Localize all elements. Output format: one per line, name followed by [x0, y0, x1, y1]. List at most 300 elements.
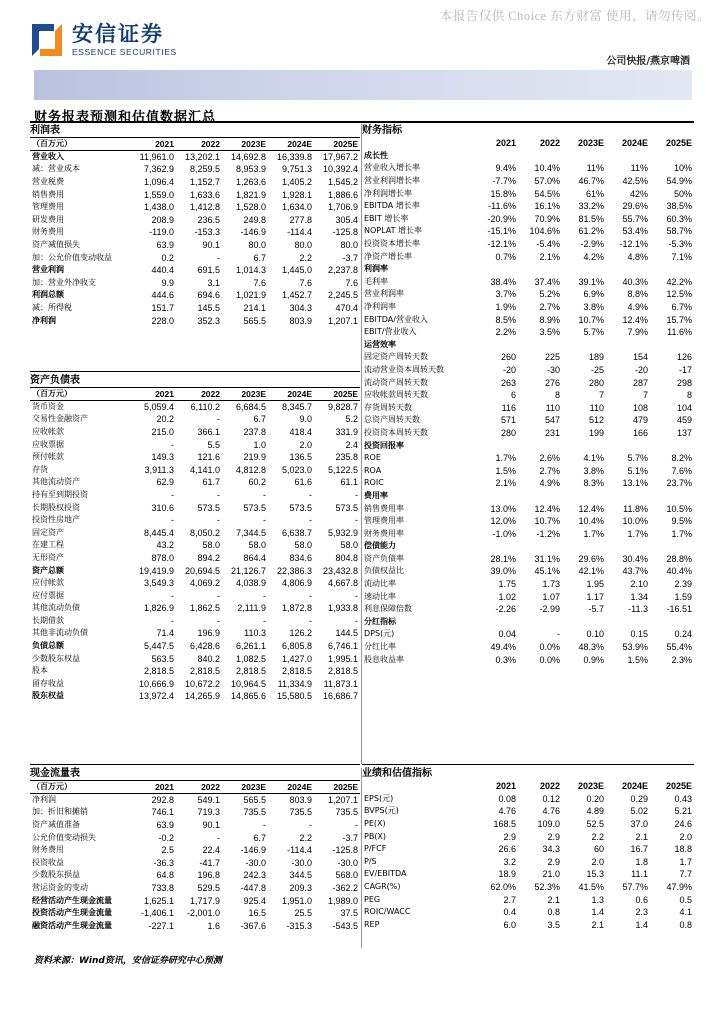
valuation-title: 业绩和估值指标: [362, 768, 432, 779]
row-label: 净利润增长率: [364, 188, 412, 198]
section-heading: 费用率: [364, 490, 388, 500]
row-label: 固定资产: [32, 527, 64, 537]
cell-value: 16.7: [630, 844, 648, 855]
cell-value: 304.3: [289, 302, 312, 313]
cell-value: 50%: [673, 188, 692, 199]
cell-value: -: [217, 252, 220, 263]
cell-value: 1.7: [679, 856, 692, 867]
cell-value: -0.2: [158, 832, 174, 843]
row-label: EBIT 增长率: [364, 213, 409, 223]
cell-value: 1,082.5: [235, 653, 266, 664]
cell-value: 33.2%: [578, 201, 604, 212]
cell-value: 60: [593, 844, 604, 855]
cell-value: 11%: [586, 163, 604, 174]
cell-value: 7.6: [345, 277, 358, 288]
cell-value: -: [217, 414, 220, 425]
cell-value: 4.8%: [627, 251, 648, 262]
row-label: 净利润率: [364, 302, 396, 312]
table-row: [30, 652, 360, 665]
cell-value: -1.2%: [536, 528, 560, 539]
cell-value: 11%: [630, 163, 648, 174]
cell-value: 45.1%: [534, 566, 560, 577]
cell-value: -125.8: [332, 227, 358, 238]
indicators-table: [362, 137, 694, 666]
cell-value: -: [171, 515, 174, 526]
cell-value: 10%: [673, 163, 692, 174]
table-row: [30, 176, 360, 189]
empty-cell: [474, 616, 518, 629]
cell-value: 1.73: [542, 579, 560, 590]
cell-value: 8.9%: [539, 314, 560, 325]
cell-value: 7.7: [679, 869, 692, 880]
table-row: [362, 225, 694, 238]
row-label: 净利润: [32, 795, 56, 805]
row-label: 投资资本增长率: [364, 239, 420, 249]
cell-value: 292.8: [151, 795, 174, 806]
year-header: 2021: [495, 138, 516, 149]
table-row: [30, 690, 360, 703]
cell-value: 104.6%: [529, 226, 560, 237]
row-label: 负债总额: [32, 641, 64, 651]
table-row: [362, 641, 694, 654]
unit-label: （百万元）: [30, 781, 130, 794]
cell-value: 5.02: [630, 806, 648, 817]
table-row: [30, 201, 360, 214]
cell-value: -: [171, 489, 174, 500]
row-label: 分红比率: [364, 642, 396, 652]
cell-value: 1.5%: [627, 654, 648, 665]
cell-value: 41.5%: [578, 882, 604, 893]
cell-value: 12.5%: [666, 289, 692, 300]
cell-value: 1.7%: [627, 528, 648, 539]
cell-value: 236.5: [197, 214, 220, 225]
cell-value: 6,638.7: [281, 527, 312, 538]
cell-value: -315.3: [286, 920, 312, 931]
cell-value: 11.8%: [623, 503, 648, 514]
table-row: [362, 238, 694, 251]
cell-value: 444.6: [151, 290, 174, 301]
cell-value: -: [309, 489, 312, 500]
empty-cell: [650, 490, 694, 503]
cell-value: 2.0: [679, 831, 692, 842]
cell-value: 61.1: [340, 477, 358, 488]
cell-value: 1,826.9: [143, 603, 174, 614]
table-row: [30, 589, 360, 602]
cell-value: 440.4: [151, 265, 174, 276]
cell-value: 11,961.0: [139, 152, 174, 163]
row-label: 加：折旧和摊销: [32, 807, 88, 817]
empty-cell: [518, 339, 562, 352]
section-heading: 投资回报率: [364, 440, 404, 450]
cell-value: 63.9: [156, 239, 174, 250]
cell-value: 9,751.3: [281, 164, 312, 175]
cell-value: -367.6: [240, 920, 266, 931]
cashflow-statement: [30, 764, 360, 932]
cell-value: 2,111.9: [237, 603, 266, 614]
table-row: [30, 476, 360, 489]
header-band: [34, 70, 692, 100]
source-note: 资料来源：Wind资讯，安信证券研究中心预测: [34, 956, 222, 966]
cell-value: 1,152.7: [189, 176, 220, 187]
cell-value: 11,334.9: [277, 678, 312, 689]
cell-value: 1.8: [635, 856, 648, 867]
cell-value: 0.08: [498, 793, 516, 804]
cell-value: 10.5%: [666, 503, 692, 514]
table-row: [30, 615, 360, 628]
cell-value: 2,818.5: [281, 666, 312, 677]
table-row: [30, 844, 360, 857]
header-spacer: [362, 137, 474, 150]
cell-value: 305.4: [335, 214, 358, 225]
cell-value: 2.1: [635, 831, 648, 842]
cell-value: 30.4%: [622, 553, 648, 564]
cell-value: 3.8%: [583, 302, 604, 313]
cell-value: 803.9: [289, 795, 312, 806]
cell-value: 565.5: [243, 795, 266, 806]
row-label: EBITDA/营业收入: [364, 314, 428, 324]
row-label: 净资产增长率: [364, 251, 412, 261]
cashflow-title: 现金流量表: [30, 768, 80, 779]
cell-value: 80.0: [340, 239, 358, 250]
table-row: [30, 894, 360, 907]
cell-value: 116: [501, 402, 516, 413]
cell-value: 2,818.5: [189, 666, 220, 677]
row-label: 少数股东损益: [32, 870, 80, 880]
cell-value: 1,438.0: [143, 202, 174, 213]
cell-value: -: [217, 615, 220, 626]
cell-value: 573.5: [289, 502, 312, 513]
cell-value: 1,634.0: [281, 202, 312, 213]
cell-value: -: [217, 832, 220, 843]
cell-value: -2.99: [539, 604, 560, 615]
table-row: [362, 364, 694, 377]
cell-value: 804.8: [335, 552, 358, 563]
cell-value: 803.9: [289, 315, 312, 326]
cell-value: 1,096.4: [143, 176, 174, 187]
cell-value: 4,141.0: [189, 464, 220, 475]
table-row: [362, 313, 694, 326]
cell-value: 9.9: [161, 277, 174, 288]
cell-value: 3.7%: [495, 289, 516, 300]
cell-value: -146.9: [240, 227, 266, 238]
table-row: [362, 187, 694, 200]
section-header-row: [362, 490, 694, 503]
cell-value: 4.9%: [539, 478, 560, 489]
table-row: [362, 175, 694, 188]
row-label: 经营活动产生现金流量: [32, 895, 112, 905]
empty-cell: [562, 339, 606, 352]
empty-cell: [518, 439, 562, 452]
table-row: [30, 919, 360, 932]
row-label: 财务费用率: [364, 528, 404, 538]
row-label: ROIC/WACC: [364, 907, 411, 917]
year-header: 2024E: [268, 388, 314, 401]
row-label: 其他流动资产: [32, 477, 80, 487]
cell-value: 5.7%: [627, 453, 648, 464]
cell-value: 2.3: [635, 907, 648, 918]
table-row: [362, 401, 694, 414]
table-row: [30, 438, 360, 451]
table-row: [362, 376, 694, 389]
table-row: [30, 213, 360, 226]
table-row: [30, 794, 360, 807]
cell-value: -11.6%: [488, 201, 516, 212]
empty-cell: [562, 490, 606, 503]
row-label: 营运资金的变动: [32, 882, 88, 892]
row-label: 研发费用: [32, 214, 64, 224]
cell-value: 18.8: [674, 844, 692, 855]
cell-value: 16,686.7: [322, 691, 358, 702]
cell-value: 10.4%: [534, 163, 560, 174]
table-row: [362, 515, 694, 528]
cell-value: -3.7: [342, 252, 358, 263]
cell-value: 6,110.2: [190, 402, 220, 413]
cell-value: 90.1: [202, 239, 220, 250]
cell-value: 1,706.9: [327, 202, 358, 213]
row-label: 销售费用率: [364, 503, 404, 513]
cell-value: 208.9: [151, 214, 174, 225]
cell-value: 6.7: [253, 252, 266, 263]
empty-cell: [606, 540, 650, 553]
cell-value: 9,828.7: [327, 402, 358, 413]
cell-value: 42%: [629, 188, 648, 199]
cell-value: 28.8%: [666, 553, 692, 564]
table-row: [30, 665, 360, 678]
cell-value: 276: [544, 377, 560, 388]
cell-value: 1,452.7: [281, 290, 312, 301]
empty-cell: [650, 540, 694, 553]
table-row: [362, 464, 694, 477]
cell-value: 42.5%: [622, 176, 648, 187]
cell-value: 470.4: [335, 302, 358, 313]
header-row: [30, 781, 360, 794]
cell-value: 5.21: [674, 806, 692, 817]
cell-value: 735.5: [243, 807, 266, 818]
cell-value: 263: [500, 377, 516, 388]
cell-value: -: [263, 515, 266, 526]
row-label: 应收帐款周转天数: [364, 390, 428, 400]
cell-value: 563.5: [151, 653, 174, 664]
cell-value: 512: [588, 415, 604, 426]
cell-value: 110: [589, 402, 604, 413]
row-label: EBITDA 增长率: [364, 201, 420, 211]
cell-value: 144.5: [335, 628, 358, 639]
table-row: [30, 489, 360, 502]
cell-value: 70.9%: [534, 213, 560, 224]
row-label: P/S: [364, 856, 377, 866]
section-heading: 利润率: [364, 264, 388, 274]
cell-value: 568.0: [335, 870, 358, 881]
cell-value: 16.1%: [534, 201, 560, 212]
cell-value: 0.8: [679, 919, 692, 930]
cell-value: 0.29: [630, 793, 648, 804]
year-header: 2021: [130, 781, 176, 794]
cell-value: 1.17: [586, 591, 604, 602]
cell-value: 64.8: [156, 870, 174, 881]
cell-value: 110.3: [244, 628, 266, 639]
table-row: [362, 502, 694, 515]
valuation-table: [362, 780, 694, 931]
cell-value: 8,953.9: [235, 164, 266, 175]
empty-cell: [474, 339, 518, 352]
cell-value: 2.2: [299, 832, 312, 843]
table-row: [30, 314, 360, 327]
cell-value: 121.6: [197, 452, 220, 463]
cell-value: 13.0%: [490, 503, 516, 514]
balance-table: [30, 387, 360, 703]
cell-value: 38.5%: [666, 201, 692, 212]
cell-value: 547: [544, 415, 560, 426]
cell-value: 235.8: [335, 452, 358, 463]
cell-value: 1,928.1: [281, 189, 312, 200]
unit-label: （百万元）: [30, 388, 130, 401]
cell-value: 1.34: [630, 591, 648, 602]
year-header: 2022: [539, 138, 560, 149]
table-row: [30, 401, 360, 414]
cell-value: 28.1%: [490, 553, 516, 564]
cell-value: 2,245.5: [327, 290, 358, 301]
cell-value: 2.1%: [495, 478, 516, 489]
cell-value: 2.7%: [539, 302, 560, 313]
logo-mark-icon: [30, 22, 64, 58]
row-label: 销售费用: [32, 189, 64, 199]
table-row: [30, 501, 360, 514]
cell-value: 2.6%: [539, 453, 560, 464]
cell-value: 7: [598, 390, 604, 401]
cell-value: 10.7%: [534, 516, 560, 527]
row-label: 在建工程: [32, 540, 64, 550]
row-label: 加：营业外净收支: [32, 277, 96, 287]
cell-value: 29.6%: [578, 553, 604, 564]
cell-value: 219.9: [243, 452, 266, 463]
empty-cell: [650, 439, 694, 452]
cell-value: -41.7: [199, 857, 220, 868]
cell-value: 13,202.1: [184, 152, 220, 163]
cell-value: 1,717.9: [189, 895, 220, 906]
cell-value: 298: [676, 377, 692, 388]
cell-value: 13,972.4: [138, 691, 174, 702]
cell-value: 8,050.2: [189, 527, 220, 538]
cell-value: 2.0: [591, 856, 604, 867]
cell-value: 151.7: [151, 302, 174, 313]
cell-value: 7.6: [299, 277, 312, 288]
row-label: 其他非流动负债: [32, 628, 88, 638]
table-row: [362, 250, 694, 263]
cell-value: -: [355, 515, 358, 526]
section-heading: 分红指标: [364, 616, 396, 626]
cell-value: 7.6%: [671, 465, 692, 476]
cell-value: 4,812.8: [235, 464, 266, 475]
row-label: PEG: [364, 894, 381, 904]
cell-value: 1,951.0: [281, 895, 312, 906]
cell-value: 2.9: [503, 831, 516, 842]
cell-value: 80.0: [294, 239, 312, 250]
cell-value: 149.3: [151, 452, 174, 463]
row-label: 预付帐款: [32, 452, 64, 462]
cell-value: 34.3: [542, 844, 560, 855]
cell-value: 53.9%: [622, 642, 648, 653]
cell-value: 12.4%: [534, 503, 560, 514]
cell-value: 137: [676, 427, 692, 438]
cell-value: 1,559.0: [143, 189, 174, 200]
cell-value: -30.0: [337, 857, 358, 868]
row-label: 留存收益: [32, 678, 64, 688]
cell-value: 8.3%: [583, 478, 604, 489]
year-header: 2021: [130, 138, 176, 151]
year-header: 2022: [539, 781, 560, 792]
cell-value: 4,038.9: [235, 578, 266, 589]
year-header: 2023E: [222, 138, 268, 151]
cell-value: 10,964.5: [230, 678, 266, 689]
cell-value: 8.2%: [671, 453, 692, 464]
cell-value: 29.6%: [622, 201, 648, 212]
cell-value: 21.0: [542, 869, 560, 880]
cell-value: -: [263, 615, 266, 626]
table-row: [362, 868, 694, 881]
cell-value: 58.0: [202, 540, 220, 551]
cell-value: -114.4: [287, 227, 312, 238]
cell-value: 4,069.2: [189, 578, 220, 589]
cell-value: 2.7: [503, 894, 516, 905]
cell-value: 0.4: [503, 907, 516, 918]
table-row: [30, 413, 360, 426]
table-row: [362, 477, 694, 490]
cell-value: 126.2: [289, 628, 312, 639]
cell-value: 4.9%: [627, 302, 648, 313]
cell-value: 9.0: [299, 414, 312, 425]
cell-value: 7.1%: [671, 251, 692, 262]
cell-value: 145.5: [197, 302, 220, 313]
cell-value: 20.2: [156, 414, 174, 425]
cell-value: -: [309, 515, 312, 526]
table-row: [362, 527, 694, 540]
table-row: [30, 577, 360, 590]
cell-value: 18.9: [498, 869, 516, 880]
cell-value: 4.76: [542, 806, 560, 817]
section-header-row: [362, 263, 694, 276]
cell-value: -153.3: [194, 227, 220, 238]
cell-value: 0.0%: [539, 654, 560, 665]
row-label: 流动资产周转天数: [364, 377, 428, 387]
cell-value: 189: [588, 352, 604, 363]
table-row: [30, 239, 360, 252]
cell-value: -25: [590, 364, 604, 375]
cell-value: -447.8: [240, 882, 266, 893]
cell-value: 2.9: [547, 856, 560, 867]
row-label: 交易性金融资产: [32, 414, 88, 424]
cell-value: 2.10: [630, 579, 648, 590]
empty-cell: [650, 263, 694, 276]
empty-cell: [562, 439, 606, 452]
row-label: 速动比率: [364, 591, 396, 601]
cell-value: -: [217, 489, 220, 500]
cell-value: 573.5: [243, 502, 266, 513]
row-label: ROIC: [364, 478, 384, 488]
cell-value: 1,821.9: [235, 189, 266, 200]
cell-value: -17: [678, 364, 692, 375]
cell-value: -15.1%: [487, 226, 516, 237]
cell-value: -1.0%: [492, 528, 516, 539]
year-header: 2025E: [665, 138, 692, 149]
cell-value: 735.5: [289, 807, 312, 818]
table-row: [30, 552, 360, 565]
cell-value: 12.4%: [578, 503, 604, 514]
cell-value: 573.5: [335, 502, 358, 513]
cell-value: 6,805.8: [281, 641, 312, 652]
cell-value: 1,528.0: [235, 202, 266, 213]
cell-value: 310.6: [151, 502, 174, 513]
table-row: [30, 289, 360, 302]
